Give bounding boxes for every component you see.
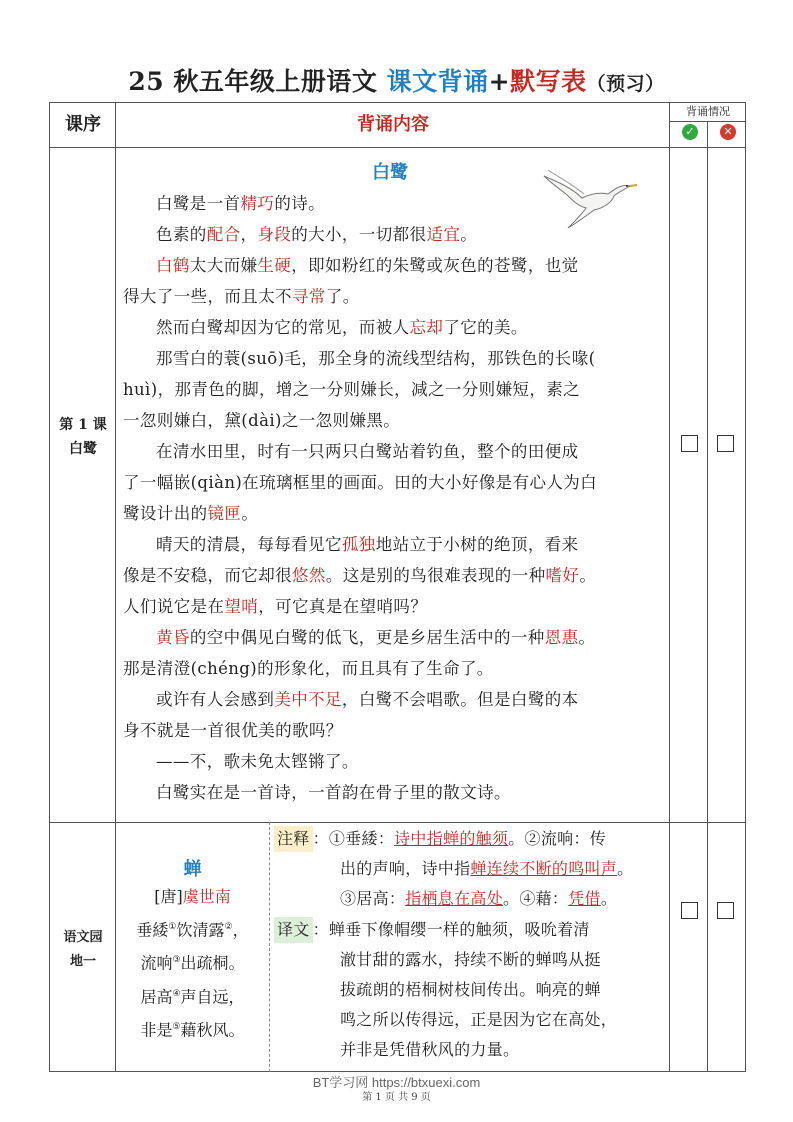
paragraph: 了一幅嵌(qiàn)在琉璃框里的画面。田的大小好像是有心人为白 [123, 473, 598, 492]
poem-line: 非是⑤藉秋风。 [140, 1020, 245, 1040]
lesson1-name: 白鹭 [69, 441, 97, 457]
note-label: 注释 [274, 826, 313, 852]
paragraph: 白鹭是一首精巧的诗。 [156, 194, 326, 213]
paragraph: 得大了一些，而且太不寻常了。 [123, 287, 360, 306]
poem-title: 蝉 [183, 859, 202, 880]
poem-line: 垂緌①饮清露②， [136, 920, 249, 940]
paragraph: 那是清澄(chéng)的形象化，而且具有了生命了。 [123, 659, 494, 678]
translation-row: 鸣之所以传得远，正是因为它在高处， [340, 1010, 618, 1029]
title-dictation: 默写表 [510, 67, 587, 96]
translation-row: 译文 ：蝉垂下像帽缨一样的触须，吸吮着清 [274, 915, 590, 945]
paragraph: 黄昏的空中偶见白鹭的低飞，更是乡居生活中的一种恩惠。 [156, 628, 596, 647]
lesson1-number: 第 1 课 [59, 417, 107, 433]
paragraph: 白鹭实在是一首诗，一首韵在骨子里的散文诗。 [156, 783, 511, 802]
paragraph: 那雪白的蓑(suō)毛，那全身的流线型结构，那铁色的长喙( [156, 349, 596, 368]
lesson1-label [50, 413, 116, 461]
paragraph: ——不，歌未免太铿锵了。 [156, 752, 359, 771]
page-number: 第 1 页 共 9 页 [362, 1092, 431, 1103]
checkbox-recited-lesson1[interactable] [681, 435, 698, 452]
paragraph: 色素的配合，身段的大小，一切都很适宜。 [156, 225, 478, 244]
title-main: 25 秋五年级上册语文 [128, 67, 378, 96]
lesson2-name-2: 地一 [69, 954, 96, 969]
document-title [0, 62, 793, 98]
paragraph: 一忽则嫌白，黛(dài)之一忽则嫌黑。 [123, 411, 401, 430]
paragraph: huì)，那青色的脚，增之一分则嫌长，减之一分则嫌短，素之 [123, 380, 581, 399]
checkbox-recited-lesson2[interactable] [681, 902, 698, 919]
poem-divider [269, 822, 271, 1072]
notes-row: ③居高：指栖息在高处。④藉：凭借。 [340, 889, 618, 908]
row-divider [50, 147, 746, 148]
row-divider [669, 121, 746, 122]
paragraph: 白鹤太大而嫌生硬，即如粉红的朱鹭或灰色的苍鹭，也觉 [156, 256, 579, 275]
cicada-poem [115, 822, 270, 1045]
col-divider [707, 121, 708, 1071]
check-icon: ✓ [682, 124, 698, 140]
title-recite: 课文背诵 [386, 67, 489, 96]
title-preview: （预习） [586, 73, 665, 95]
paragraph: 人们说它是在望哨，可它真是在望哨吗？ [123, 597, 428, 616]
footer-source: BT学习网 https://btxuexi.com [312, 1075, 481, 1090]
paragraph: 然而白鹭却因为它的常见，而被人忘却了它的美。 [156, 318, 528, 337]
paragraph: 在清水田里，时有一只两只白鹭站着钓鱼，整个的田便成 [156, 442, 579, 461]
cross-icon: ✕ [720, 124, 736, 140]
checkbox-not-recited-lesson1[interactable] [717, 435, 734, 452]
translation-row: 拔疏朗的梧桐树枝间传出。响亮的蝉 [340, 980, 601, 999]
col-divider [669, 103, 670, 1071]
paragraph: 或许有人会感到美中不足，白鹭不会唱歌。但是白鹭的本 [156, 690, 579, 709]
author-name: 虞世南 [182, 887, 231, 906]
translation-row: 澈甘甜的露水，持续不断的蝉鸣从挺 [340, 950, 601, 969]
author-dynasty: [唐] [154, 887, 183, 906]
header-status: 背诵情况 [686, 105, 730, 118]
poem-line: 居高④声自远， [140, 986, 245, 1006]
notes-row: 出的声响，诗中指蝉连续不断的鸣叫声。 [340, 859, 634, 878]
paragraph: 晴天的清晨，每每看见它孤独地站立于小树的绝顶，看来 [156, 535, 579, 554]
header-seq: 课序 [65, 114, 101, 135]
notes-row: 注释 ：①垂緌：诗中指蝉的触须。②流响：传 [274, 824, 606, 854]
lesson1-title: 白鹭 [372, 162, 408, 183]
paragraph: 像是不安稳，而它却很悠然。这是别的鸟很难表现的一种嗜好。 [123, 566, 597, 585]
checkbox-not-recited-lesson2[interactable] [717, 902, 734, 919]
poem-line: 流响③出疏桐。 [140, 953, 245, 973]
lesson2-name-1: 语文园 [63, 930, 103, 945]
translation-row: 并非是凭借秋风的力量。 [340, 1040, 520, 1059]
lesson2-label [50, 926, 116, 974]
paragraph: 鹭设计出的镜匣。 [123, 504, 259, 523]
paragraph: 身不就是一首很优美的歌吗？ [123, 721, 343, 740]
title-plus: + [488, 67, 511, 96]
header-content: 背诵内容 [357, 114, 429, 135]
translation-label: 译文 [274, 917, 313, 943]
poem-author [115, 882, 270, 912]
